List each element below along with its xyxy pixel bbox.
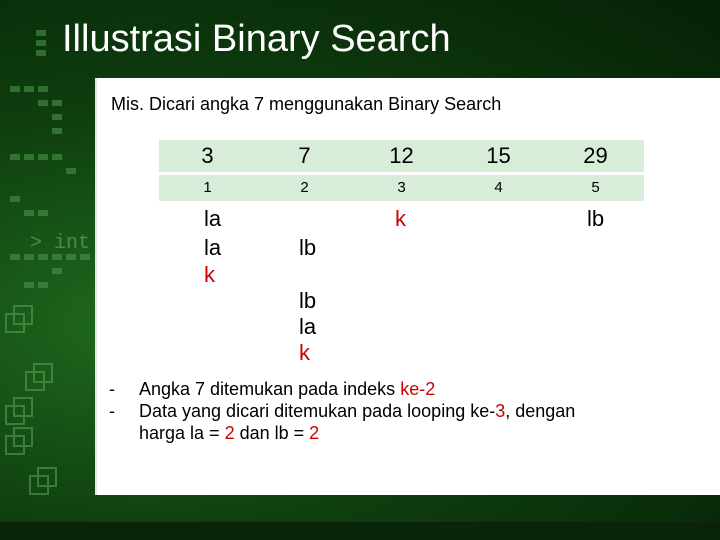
value-cell: 29 — [583, 143, 608, 168]
pointer-la-iter1: la — [204, 206, 222, 231]
index-cell: 5 — [591, 179, 600, 196]
bullet-text: Angka 7 ditemukan pada indeks — [139, 379, 401, 399]
highlight-text: 2 — [309, 423, 320, 443]
index-cell: 2 — [300, 179, 309, 196]
conclusion-list — [109, 378, 679, 444]
list-item — [109, 400, 679, 422]
highlight-text: 2 — [224, 423, 235, 443]
values-row — [159, 140, 644, 172]
index-row — [159, 175, 644, 201]
value-cell: 15 — [486, 143, 511, 168]
bullet-dash: - — [109, 379, 115, 399]
content-panel — [95, 78, 720, 495]
slide-title: Illustrasi Binary Search — [62, 18, 451, 60]
value-cell: 12 — [389, 143, 414, 168]
pointer-k-iter3: k — [299, 340, 310, 365]
subtitle: Mis. Dicari angka 7 menggunakan Binary Search — [111, 94, 502, 114]
pointer-lb-iter1: lb — [587, 206, 605, 231]
bullet-text: harga la = — [139, 423, 225, 443]
bullet-text: dan lb = — [234, 423, 310, 443]
highlight-text: 3 — [495, 401, 506, 421]
index-cell: 3 — [397, 179, 406, 196]
list-item-continuation — [109, 422, 679, 444]
pointer-k-iter1: k — [395, 206, 406, 231]
value-cell: 3 — [201, 143, 214, 168]
bullet-text: , dengan — [505, 401, 576, 421]
pointer-lb-iter2: lb — [299, 235, 317, 260]
pointer-k-iter2: k — [204, 262, 215, 287]
bullet-dash: - — [109, 401, 115, 421]
highlight-text: ke-2 — [400, 379, 436, 399]
pointer-lb-iter3: lb — [299, 288, 317, 313]
index-cell: 4 — [494, 179, 503, 196]
list-item — [109, 378, 679, 400]
pointer-la-iter3: la — [299, 314, 317, 339]
bullet-text: Data yang dicari ditemukan pada looping ke- — [139, 401, 496, 421]
pointer-la-iter2: la — [204, 235, 222, 260]
index-cell: 1 — [203, 179, 212, 196]
footer-stripe — [0, 522, 720, 540]
value-cell: 7 — [298, 143, 311, 168]
svg-text:> int: > int — [30, 232, 91, 255]
